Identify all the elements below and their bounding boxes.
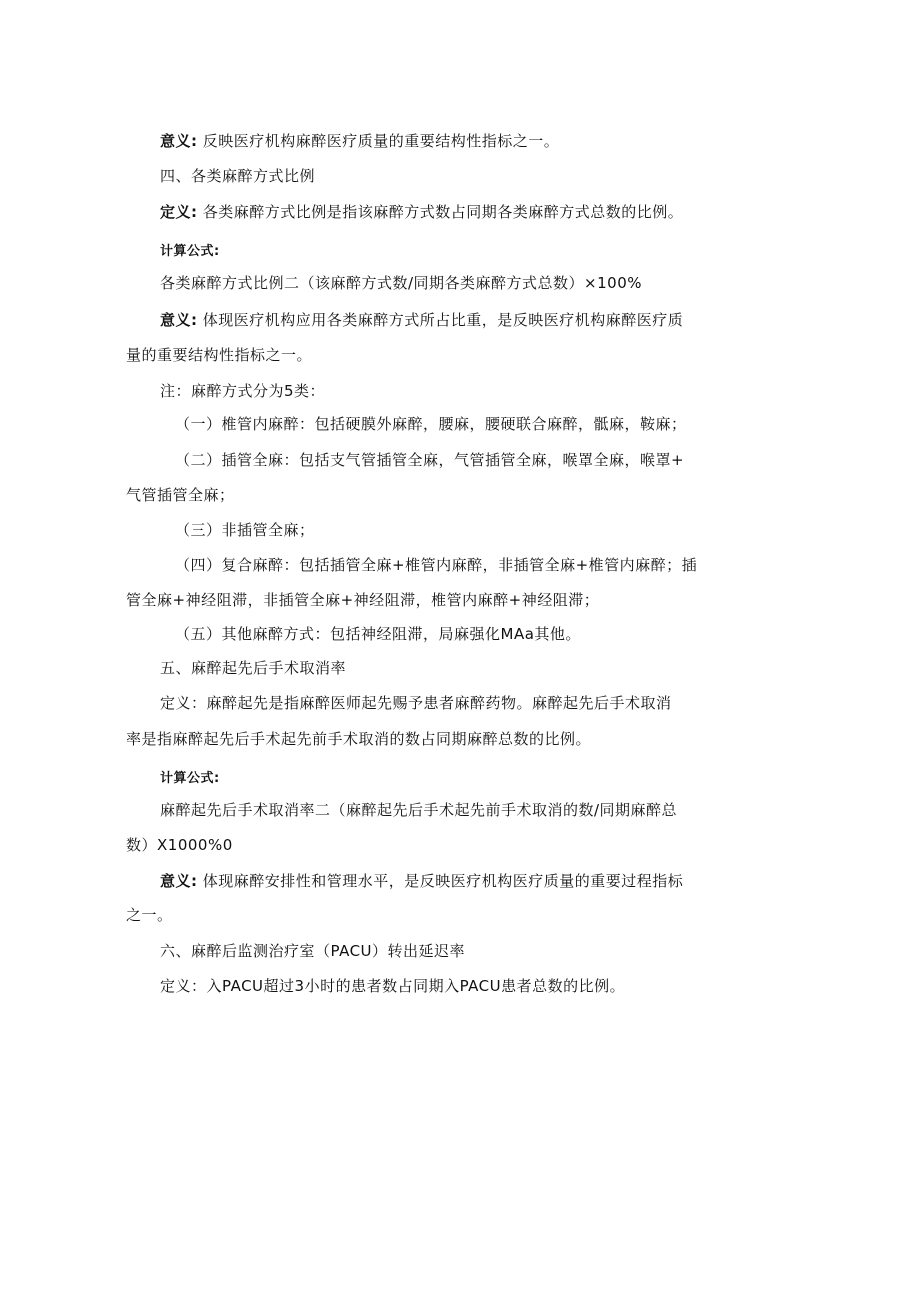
formula-label-4: 计算公式:	[160, 244, 220, 259]
definition-line-6: 定义：入PACU超过3小时的患者数占同期入PACU患者总数的比例。	[160, 977, 626, 995]
definition-line-5b: 率是指麻醉起先后手术起先前手术取消的数占同期麻醉总数的比例。	[126, 730, 592, 748]
significance-label: 意义:	[160, 132, 198, 150]
significance-text: 体现医疗机构应用各类麻醉方式所占比重，是反映医疗机构麻醉医疗质	[197, 311, 684, 329]
significance-line-4b: 量的重要结构性指标之一。	[126, 346, 313, 364]
significance-line-5b: 之一。	[126, 906, 173, 924]
formula-label-5: 计算公式:	[160, 771, 220, 786]
section-heading-6: 六、麻醉后监测治疗室（PACU）转出延迟率	[160, 942, 466, 960]
significance-label: 意义:	[160, 872, 198, 890]
significance-line-5a	[160, 871, 740, 891]
definition-line-5a: 定义：麻醉起先是指麻醉医师起先赐予患者麻醉药物。麻醉起先后手术取消	[160, 694, 672, 712]
significance-text: 体现麻醉安排性和管理水平，是反映医疗机构医疗质量的重要过程指标	[197, 872, 684, 890]
note-item-2b: 气管插管全麻；	[126, 486, 235, 504]
note-item-3: （三）非插管全麻；	[175, 521, 315, 539]
definition-text: 各类麻醉方式比例是指该麻醉方式数占同期各类麻醉方式总数的比例。	[197, 203, 684, 221]
note-item-4b: 管全麻+神经阻滞，非插管全麻+神经阻滞，椎管内麻醉+神经阻滞；	[126, 591, 600, 609]
note-item-1: （一）椎管内麻醉：包括硬膜外麻醉，腰麻，腰硬联合麻醉，骶麻，鞍麻；	[175, 415, 687, 433]
significance-line-1	[160, 131, 740, 151]
formula-5a: 麻醉起先后手术取消率二（麻醉起先后手术起先前手术取消的数/同期麻醉总	[160, 801, 678, 819]
formula-4: 各类麻醉方式比例二（该麻醉方式数/同期各类麻醉方式总数）×100%	[160, 274, 643, 292]
note-item-5: （五）其他麻醉方式：包括神经阻滞，局麻强化MAa其他。	[175, 625, 581, 643]
significance-text: 反映医疗机构麻醉医疗质量的重要结构性指标之一。	[197, 132, 560, 150]
note-item-2a: （二）插管全麻：包括支气管插管全麻，气管插管全麻，喉罩全麻，喉罩+	[175, 451, 685, 469]
note-line: 注：麻醉方式分为5类：	[160, 382, 326, 400]
section-heading-4: 四、各类麻醉方式比例	[160, 167, 316, 185]
significance-label: 意义:	[160, 311, 198, 329]
definition-label: 定义:	[160, 203, 198, 221]
section-heading-5: 五、麻醉起先后手术取消率	[160, 659, 347, 677]
significance-line-4a	[160, 310, 740, 330]
formula-5b: 数）X1000%0	[126, 836, 233, 854]
note-item-4a: （四）复合麻醉：包括插管全麻+椎管内麻醉，非插管全麻+椎管内麻醉；插	[175, 556, 698, 574]
definition-line-4	[160, 202, 740, 222]
